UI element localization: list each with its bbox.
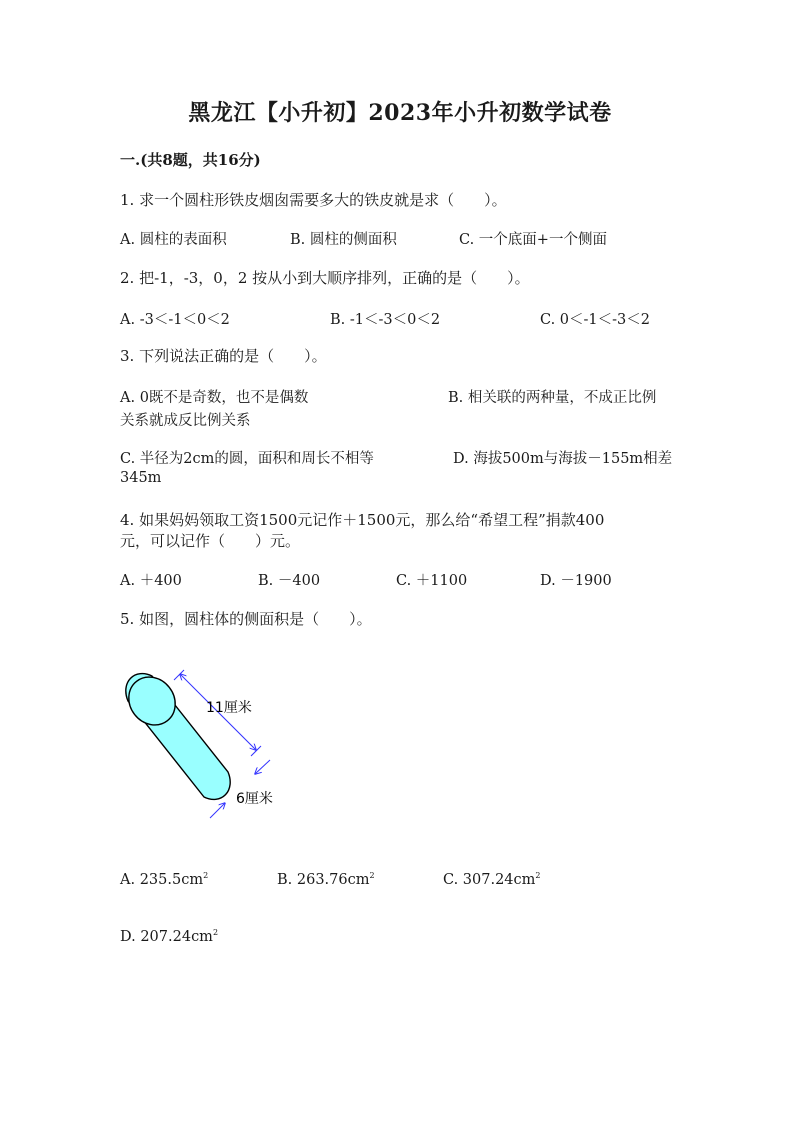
question-1-option-a[interactable]: A. 圆柱的表面积 — [120, 232, 227, 248]
question-4-option-c[interactable]: C. ＋1100 — [396, 573, 468, 589]
question-3-option-b[interactable]: B. 相关联的两种量，不成正比例 — [448, 390, 657, 406]
question-3-option-c[interactable]: C. 半径为2cm的圆，面积和周长不相等 — [120, 451, 374, 467]
question-5-option-c[interactable]: C. $307.24cm^2$ — [443, 871, 541, 888]
question-4-option-a[interactable]: A. ＋400 — [120, 573, 182, 589]
diameter-label: 6厘米 — [236, 791, 273, 807]
question-3-stem: 3. 下列说法正确的是（ ）。 — [120, 347, 327, 365]
question-3-option-d-cont: 345m — [120, 470, 162, 486]
diameter-arrow-bottom — [210, 803, 225, 818]
question-1-option-c[interactable]: C. 一个底面+一个侧面 — [459, 232, 607, 248]
diameter-arrow-top — [255, 760, 270, 774]
question-5-option-a[interactable]: A. $235.5cm^2$ — [120, 871, 209, 888]
length-tick-top — [174, 670, 184, 680]
question-2-option-a[interactable]: A. -3＜-1＜0＜2 — [120, 312, 230, 328]
section-heading: 一.(共8题，共16分) — [120, 151, 261, 169]
question-3-option-b-cont: 关系就成反比例关系 — [120, 413, 251, 429]
question-4-stem-line1: 4. 如果妈妈领取工资1500元记作＋1500元，那么给“希望工程”捐款400 — [120, 511, 605, 529]
cylinder-figure — [118, 660, 318, 830]
question-5-stem: 5. 如图，圆柱体的侧面积是（ ）。 — [120, 610, 372, 628]
question-1-stem: 1. 求一个圆柱形铁皮烟囱需要多大的铁皮就是求（ ）。 — [120, 191, 507, 209]
question-5-option-b[interactable]: B. $263.76cm^2$ — [277, 871, 375, 888]
question-2-option-c[interactable]: C. 0＜-1＜-3＜2 — [540, 312, 650, 328]
question-4-option-d[interactable]: D. －1900 — [540, 573, 612, 589]
question-3-option-d[interactable]: D. 海拔500m与海拔－155m相差 — [453, 451, 673, 467]
question-1-option-b[interactable]: B. 圆柱的侧面积 — [290, 232, 397, 248]
question-2-option-b[interactable]: B. -1＜-3＜0＜2 — [330, 312, 441, 328]
question-4-option-b[interactable]: B. －400 — [258, 573, 321, 589]
length-tick-bottom — [251, 746, 261, 756]
page-title: 黑龙江【小升初】2023年小升初数学试卷 — [188, 100, 612, 126]
question-5-option-d[interactable]: D. $207.24cm^2$ — [120, 928, 219, 945]
question-2-stem: 2. 把-1，-3，0，2 按从小到大顺序排列，正确的是（ ）。 — [120, 269, 530, 287]
question-3-option-a[interactable]: A. 0既不是奇数，也不是偶数 — [120, 390, 309, 406]
question-4-stem-line2: 元，可以记作（ ）元。 — [120, 532, 301, 550]
length-label: 11厘米 — [206, 700, 252, 716]
